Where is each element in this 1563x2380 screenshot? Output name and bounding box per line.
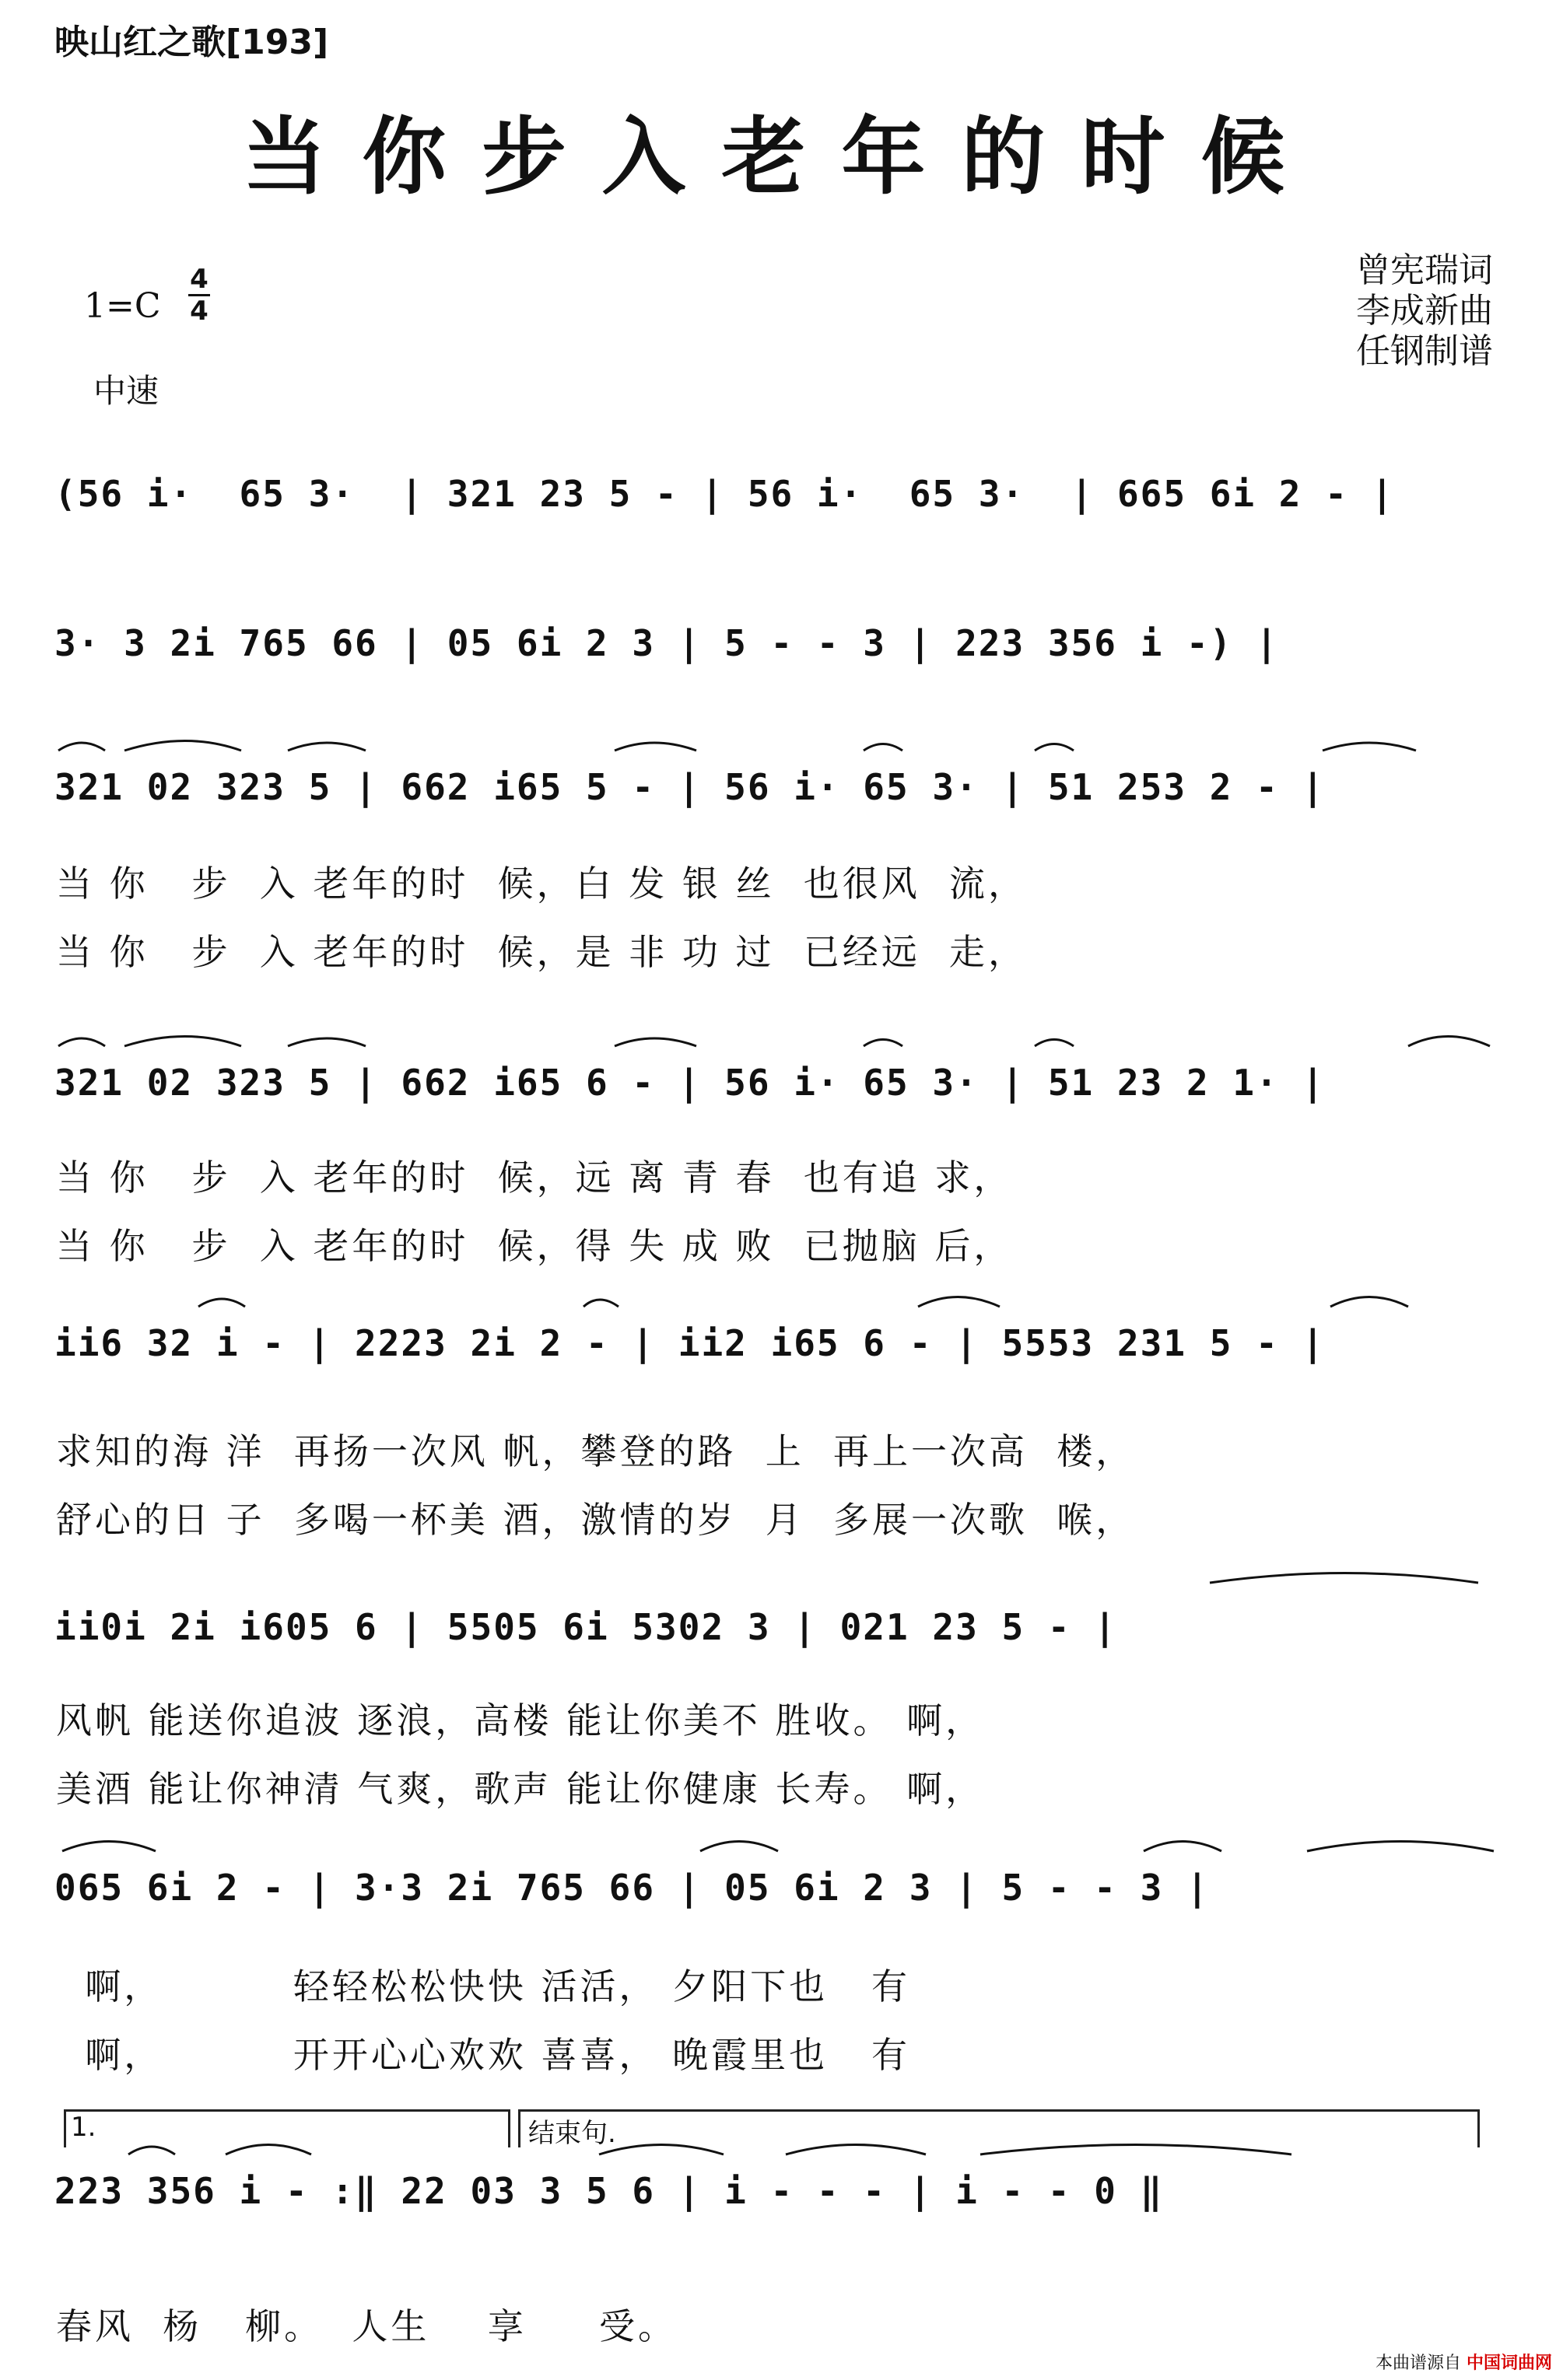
time-top: 4 (190, 264, 209, 295)
volta-ending-label: 结束句. (528, 2118, 616, 2149)
lyric-verse1-line3: 求知的海 洋 再扬一次风 帆，攀登的路 上 再上一次高 楼， (56, 1430, 1135, 1472)
slur-arc (1307, 1842, 1494, 1852)
slur-arc (288, 743, 366, 751)
footer-site-link[interactable]: 中国词曲网 (1466, 2354, 1552, 2373)
slur-arc (1408, 1037, 1490, 1047)
key-signature: 1=C (84, 286, 161, 326)
lyric-verse2-line1: 当 你 步 入 老年的时 候，是 非 功 过 已经远 走， (56, 931, 1027, 973)
slur-arc (124, 741, 241, 751)
slur-arc (124, 1037, 241, 1047)
footer-prefix: 本曲谱源自 (1375, 2354, 1461, 2373)
slur-arc (615, 743, 696, 751)
lyric-final: 春风 杨 柳。 人生 享 受。 (56, 2305, 677, 2347)
lyric-verse1-line4: 风帆 能送你追波 逐浪，高楼 能让你美不 胜收。 啊， (56, 1699, 985, 1741)
slur-arc (615, 1038, 696, 1046)
slur-arc (198, 1299, 245, 1307)
score-line-3: 321 02 323 5 | 662 i65 5 - | 56 i· 65 3· | 51 253 2 - | (54, 766, 1326, 808)
slur-arc (1210, 1573, 1478, 1584)
score-line-5: ii6 32 i - | 2223 2i 2 - | ii2 i65 6 - | 5553 231 5 - | (54, 1322, 1326, 1364)
slur-arc (226, 2145, 311, 2155)
score-line-7: 065 6i 2 - | 3·3 2i 765 66 | 05 6i 2 3 | 5 - - 3 | (54, 1867, 1210, 1909)
score-line-2: 3· 3 2i 765 66 | 05 6i 2 3 | 5 - - 3 | 223 356 i -) | (54, 622, 1279, 664)
slur-arc (58, 1038, 105, 1046)
engraver: 任钢制谱 (1356, 331, 1493, 371)
score-line-1: (56 i· 65 3· | 321 23 5 - | 56 i· 65 3· | 665 6i 2 - | (54, 473, 1395, 515)
lyric-verse1-line5: 啊， 轻轻松松快快 活活， 夕阳下也 有 (56, 1965, 910, 2007)
slur-arc (1330, 1297, 1408, 1307)
slur-arc (599, 2145, 724, 2155)
lyric-verse2-line5: 啊， 开开心心欢欢 喜喜， 晚霞里也 有 (56, 2034, 910, 2076)
slur-arc (1323, 743, 1416, 751)
slur-arc (864, 744, 902, 751)
time-bottom: 4 (190, 296, 209, 327)
composer: 李成新曲 (1356, 291, 1493, 331)
score-line-6: ii0i 2i i605 6 | 5505 6i 5302 3 | 021 23 5 - | (54, 1606, 1117, 1648)
lyric-verse1-line1: 当 你 步 入 老年的时 候，白 发 银 丝 也很风 流， (56, 863, 1027, 905)
slur-arc (864, 1040, 902, 1047)
slur-arc (58, 743, 105, 751)
lyricist: 曾宪瑞词 (1356, 250, 1493, 290)
slur-arc (62, 1842, 156, 1852)
lyric-verse2-line3: 舒心的日 子 多喝一杯美 酒，激情的岁 月 多展一次歌 喉， (56, 1499, 1135, 1541)
slur-arc (128, 2147, 175, 2154)
tempo: 中速 (93, 372, 159, 410)
volta-first-label: 1. (71, 2112, 96, 2143)
slur-arc (786, 2145, 926, 2155)
slur-arc (918, 1297, 1000, 1307)
lyric-verse2-line2: 当 你 步 入 老年的时 候，得 失 成 败 已抛脑 后， (56, 1225, 1013, 1267)
slur-arc (1035, 1040, 1074, 1047)
series-title: 映山红之歌[193] (54, 23, 329, 62)
slur-arc (700, 1842, 778, 1852)
slur-arc (583, 1300, 619, 1307)
slur-arc (1144, 1842, 1221, 1852)
lyric-verse1-line2: 当 你 步 入 老年的时 候，远 离 青 春 也有追 求， (56, 1157, 1013, 1199)
slur-arc (980, 2145, 1291, 2155)
slur-arc (288, 1038, 366, 1046)
score-line-4: 321 02 323 5 | 662 i65 6 - | 56 i· 65 3· | 51 23 2 1· | (54, 1062, 1326, 1104)
score-line-8: 223 356 i - :‖ 22 03 3 5 6 | i - - - | i - - 0 ‖ (54, 2170, 1164, 2212)
lyric-verse2-line4: 美酒 能让你神清 气爽，歌声 能让你健康 长寿。 啊， (56, 1768, 985, 1810)
slur-arc (1035, 744, 1074, 751)
footer-source (1376, 2350, 1552, 2374)
song-title: 当你步入老年的时候 (242, 108, 1321, 206)
